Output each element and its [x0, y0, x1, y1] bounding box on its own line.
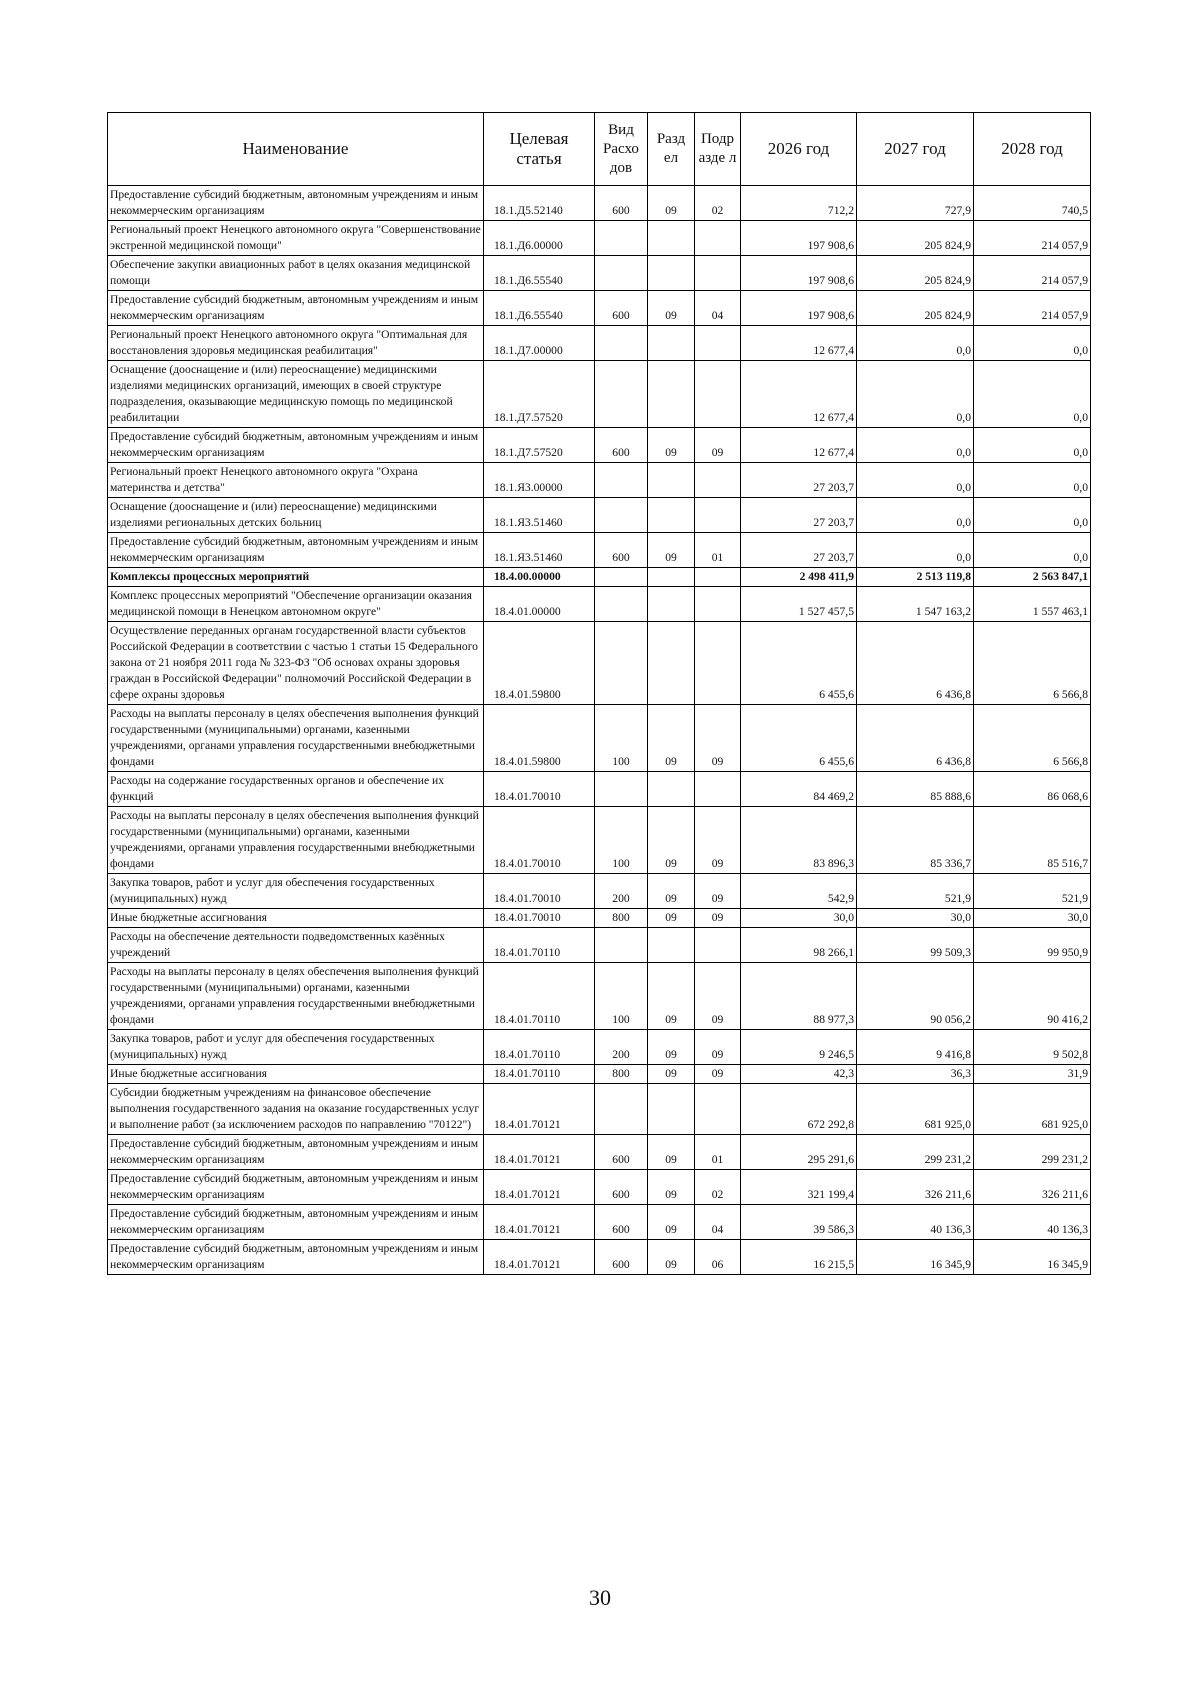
- row-section: [648, 568, 695, 587]
- row-amount-2028: 0,0: [974, 498, 1091, 533]
- row-subsection: [695, 326, 741, 361]
- row-amount-2028: 2 563 847,1: [974, 568, 1091, 587]
- table-row: [108, 326, 1091, 361]
- row-amount-2028: 99 950,9: [974, 928, 1091, 963]
- row-amount-2027: 6 436,8: [857, 705, 974, 772]
- row-subsection: 09: [695, 963, 741, 1030]
- row-target-article: 18.1.Д6.00000: [484, 221, 595, 256]
- row-subsection: 09: [695, 428, 741, 463]
- row-amount-2027: 727,9: [857, 186, 974, 221]
- budget-table: [107, 112, 1091, 1275]
- row-amount-2028: 31,9: [974, 1065, 1091, 1084]
- row-target-article: 18.4.01.70110: [484, 928, 595, 963]
- row-section: 09: [648, 1240, 695, 1275]
- row-section: 09: [648, 291, 695, 326]
- row-subsection: 04: [695, 291, 741, 326]
- row-subsection: [695, 622, 741, 705]
- header-year-2027: 2027 год: [857, 113, 974, 186]
- header-name: Наименование: [108, 113, 484, 186]
- row-subsection: 09: [695, 705, 741, 772]
- table-header: [108, 113, 1091, 186]
- row-expense-type: [595, 221, 648, 256]
- row-amount-2027: 36,3: [857, 1065, 974, 1084]
- table-row: [108, 256, 1091, 291]
- row-name: Расходы на содержание государственных органов и обеспечение их функций: [108, 772, 484, 807]
- table-row: [108, 1030, 1091, 1065]
- table-row: [108, 874, 1091, 909]
- row-subsection: [695, 498, 741, 533]
- row-subsection: [695, 568, 741, 587]
- row-amount-2026: 27 203,7: [741, 498, 857, 533]
- row-expense-type: [595, 463, 648, 498]
- row-amount-2026: 321 199,4: [741, 1170, 857, 1205]
- row-amount-2026: 1 527 457,5: [741, 587, 857, 622]
- row-section: [648, 928, 695, 963]
- row-target-article: 18.4.01.70010: [484, 772, 595, 807]
- table-row: [108, 928, 1091, 963]
- row-target-article: 18.4.01.70121: [484, 1135, 595, 1170]
- row-name: Иные бюджетные ассигнования: [108, 1065, 484, 1084]
- row-name: Предоставление субсидий бюджетным, автономным учреждениям и иным некоммерческим организациям: [108, 533, 484, 568]
- row-section: [648, 587, 695, 622]
- row-expense-type: 600: [595, 1135, 648, 1170]
- row-section: 09: [648, 705, 695, 772]
- row-amount-2027: 6 436,8: [857, 622, 974, 705]
- row-name: Комплекс процессных мероприятий "Обеспечение организации оказания медицинской помощи в Ненецком автономном округе": [108, 587, 484, 622]
- row-amount-2026: 12 677,4: [741, 361, 857, 428]
- row-amount-2027: 0,0: [857, 428, 974, 463]
- table-row: [108, 807, 1091, 874]
- table-row: [108, 568, 1091, 587]
- table-row: [108, 221, 1091, 256]
- row-amount-2027: 521,9: [857, 874, 974, 909]
- table-row: [108, 772, 1091, 807]
- row-amount-2028: 90 416,2: [974, 963, 1091, 1030]
- row-name: Субсидии бюджетным учреждениям на финансовое обеспечение выполнения государственного задания на оказание государственных услуг и выполнение работ (за исключением расходов по направлению "70122"): [108, 1084, 484, 1135]
- row-section: 09: [648, 1030, 695, 1065]
- row-amount-2028: 6 566,8: [974, 705, 1091, 772]
- row-amount-2026: 98 266,1: [741, 928, 857, 963]
- row-name: Расходы на выплаты персоналу в целях обеспечения выполнения функций государственными (муниципальными) органами, казенными учреждениями, органами управления государственными внебюджетными фондами: [108, 963, 484, 1030]
- row-subsection: [695, 587, 741, 622]
- row-subsection: 09: [695, 807, 741, 874]
- row-amount-2026: 16 215,5: [741, 1240, 857, 1275]
- row-expense-type: 600: [595, 1205, 648, 1240]
- row-amount-2028: 30,0: [974, 909, 1091, 928]
- row-section: 09: [648, 807, 695, 874]
- row-amount-2028: 85 516,7: [974, 807, 1091, 874]
- row-amount-2026: 83 896,3: [741, 807, 857, 874]
- row-amount-2027: 0,0: [857, 533, 974, 568]
- row-amount-2026: 6 455,6: [741, 705, 857, 772]
- row-name: Предоставление субсидий бюджетным, автономным учреждениям и иным некоммерческим организациям: [108, 428, 484, 463]
- row-amount-2026: 9 246,5: [741, 1030, 857, 1065]
- row-section: 09: [648, 533, 695, 568]
- row-name: Осуществление переданных органам государственной власти субъектов Российской Федерации в соответствии с частью 1 статьи 15 Федерального закона от 21 ноября 2011 года № 323-ФЗ "Об основах охраны здоровья граждан в Российской Федерации" полномочий Российской Федерации в сфере охраны здоровья: [108, 622, 484, 705]
- row-expense-type: 200: [595, 1030, 648, 1065]
- row-amount-2027: 2 513 119,8: [857, 568, 974, 587]
- row-amount-2027: 326 211,6: [857, 1170, 974, 1205]
- table-row: [108, 1084, 1091, 1135]
- row-name: Предоставление субсидий бюджетным, автономным учреждениям и иным некоммерческим организациям: [108, 1240, 484, 1275]
- row-name: Закупка товаров, работ и услуг для обеспечения государственных (муниципальных) нужд: [108, 874, 484, 909]
- row-section: [648, 622, 695, 705]
- row-section: 09: [648, 186, 695, 221]
- row-target-article: 18.4.01.70010: [484, 807, 595, 874]
- row-expense-type: [595, 622, 648, 705]
- row-amount-2026: 672 292,8: [741, 1084, 857, 1135]
- row-name: Иные бюджетные ассигнования: [108, 909, 484, 928]
- row-amount-2028: 0,0: [974, 533, 1091, 568]
- row-name: Оснащение (дооснащение и (или) переоснащение) медицинскими изделиями региональных детских больниц: [108, 498, 484, 533]
- row-target-article: 18.4.01.59800: [484, 705, 595, 772]
- row-name: Предоставление субсидий бюджетным, автономным учреждениям и иным некоммерческим организациям: [108, 291, 484, 326]
- row-amount-2027: 90 056,2: [857, 963, 974, 1030]
- header-target-article: Целевая статья: [484, 113, 595, 186]
- row-name: Предоставление субсидий бюджетным, автономным учреждениям и иным некоммерческим организациям: [108, 1205, 484, 1240]
- row-section: 09: [648, 1205, 695, 1240]
- row-expense-type: 100: [595, 705, 648, 772]
- row-subsection: 04: [695, 1205, 741, 1240]
- row-amount-2027: 30,0: [857, 909, 974, 928]
- row-target-article: 18.4.01.70110: [484, 1030, 595, 1065]
- header-expense-type: Вид Расхо дов: [595, 113, 648, 186]
- row-amount-2026: 84 469,2: [741, 772, 857, 807]
- row-amount-2026: 6 455,6: [741, 622, 857, 705]
- row-subsection: [695, 928, 741, 963]
- row-expense-type: 800: [595, 1065, 648, 1084]
- table-row: [108, 622, 1091, 705]
- row-section: [648, 326, 695, 361]
- page-number: 30: [589, 1585, 611, 1610]
- row-target-article: 18.4.01.70121: [484, 1084, 595, 1135]
- row-section: 09: [648, 1135, 695, 1170]
- row-section: [648, 1084, 695, 1135]
- row-amount-2028: 6 566,8: [974, 622, 1091, 705]
- table-row: [108, 963, 1091, 1030]
- row-target-article: 18.1.Я3.00000: [484, 463, 595, 498]
- row-amount-2027: 9 416,8: [857, 1030, 974, 1065]
- row-amount-2028: 86 068,6: [974, 772, 1091, 807]
- row-target-article: 18.4.01.70121: [484, 1240, 595, 1275]
- row-expense-type: [595, 928, 648, 963]
- row-amount-2026: 295 291,6: [741, 1135, 857, 1170]
- row-expense-type: [595, 498, 648, 533]
- row-name: Обеспечение закупки авиационных работ в целях оказания медицинской помощи: [108, 256, 484, 291]
- row-subsection: 02: [695, 1170, 741, 1205]
- header-year-2026: 2026 год: [741, 113, 857, 186]
- row-name: Региональный проект Ненецкого автономного округа "Совершенствование экстренной медицинской помощи": [108, 221, 484, 256]
- table-row: [108, 533, 1091, 568]
- row-amount-2028: 9 502,8: [974, 1030, 1091, 1065]
- row-expense-type: 100: [595, 807, 648, 874]
- row-section: [648, 498, 695, 533]
- row-expense-type: 100: [595, 963, 648, 1030]
- row-expense-type: 200: [595, 874, 648, 909]
- row-amount-2026: 542,9: [741, 874, 857, 909]
- row-expense-type: [595, 1084, 648, 1135]
- row-target-article: 18.1.Д6.55540: [484, 256, 595, 291]
- row-target-article: 18.4.01.59800: [484, 622, 595, 705]
- row-subsection: [695, 361, 741, 428]
- row-amount-2026: 197 908,6: [741, 221, 857, 256]
- row-expense-type: 600: [595, 291, 648, 326]
- row-amount-2028: 40 136,3: [974, 1205, 1091, 1240]
- row-target-article: 18.4.01.00000: [484, 587, 595, 622]
- row-target-article: 18.4.01.70121: [484, 1170, 595, 1205]
- header-year-2028: 2028 год: [974, 113, 1091, 186]
- row-amount-2028: 0,0: [974, 326, 1091, 361]
- table-row: [108, 1135, 1091, 1170]
- row-amount-2026: 27 203,7: [741, 463, 857, 498]
- table-row: [108, 705, 1091, 772]
- row-amount-2028: 214 057,9: [974, 291, 1091, 326]
- row-amount-2026: 27 203,7: [741, 533, 857, 568]
- row-target-article: 18.4.01.70110: [484, 1065, 595, 1084]
- row-amount-2028: 299 231,2: [974, 1135, 1091, 1170]
- table-row: [108, 361, 1091, 428]
- row-amount-2027: 85 336,7: [857, 807, 974, 874]
- row-amount-2028: 1 557 463,1: [974, 587, 1091, 622]
- row-name: Предоставление субсидий бюджетным, автономным учреждениям и иным некоммерческим организациям: [108, 186, 484, 221]
- row-target-article: 18.1.Я3.51460: [484, 498, 595, 533]
- row-expense-type: [595, 772, 648, 807]
- row-section: 09: [648, 1065, 695, 1084]
- row-section: [648, 463, 695, 498]
- row-subsection: 02: [695, 186, 741, 221]
- row-name: Предоставление субсидий бюджетным, автономным учреждениям и иным некоммерческим организациям: [108, 1170, 484, 1205]
- row-target-article: 18.1.Д6.55540: [484, 291, 595, 326]
- row-amount-2027: 16 345,9: [857, 1240, 974, 1275]
- row-target-article: 18.1.Д5.52140: [484, 186, 595, 221]
- row-target-article: 18.1.Д7.00000: [484, 326, 595, 361]
- table-row: [108, 428, 1091, 463]
- row-expense-type: [595, 587, 648, 622]
- row-amount-2026: 12 677,4: [741, 428, 857, 463]
- row-amount-2027: 1 547 163,2: [857, 587, 974, 622]
- row-target-article: 18.4.01.70110: [484, 963, 595, 1030]
- row-subsection: 01: [695, 1135, 741, 1170]
- row-subsection: 09: [695, 1065, 741, 1084]
- row-subsection: 06: [695, 1240, 741, 1275]
- table-row: [108, 1205, 1091, 1240]
- row-amount-2027: 0,0: [857, 463, 974, 498]
- row-expense-type: [595, 361, 648, 428]
- row-section: [648, 772, 695, 807]
- row-subsection: [695, 1084, 741, 1135]
- row-section: [648, 256, 695, 291]
- row-target-article: 18.1.Д7.57520: [484, 361, 595, 428]
- row-amount-2028: 521,9: [974, 874, 1091, 909]
- row-target-article: 18.4.01.70010: [484, 874, 595, 909]
- row-expense-type: [595, 326, 648, 361]
- row-amount-2028: 0,0: [974, 463, 1091, 498]
- row-name: Оснащение (дооснащение и (или) переоснащение) медицинскими изделиями медицинских организаций, имеющих в своей структуре подразделения, оказывающие медицинскую помощь по медицинской реабилитации: [108, 361, 484, 428]
- row-name: Расходы на выплаты персоналу в целях обеспечения выполнения функций государственными (муниципальными) органами, казенными учреждениями, органами управления государственными внебюджетными фондами: [108, 807, 484, 874]
- row-amount-2027: 0,0: [857, 326, 974, 361]
- row-amount-2027: 205 824,9: [857, 291, 974, 326]
- row-amount-2026: 42,3: [741, 1065, 857, 1084]
- row-name: Региональный проект Ненецкого автономного округа "Охрана материнства и детства": [108, 463, 484, 498]
- table-row: [108, 909, 1091, 928]
- row-section: 09: [648, 428, 695, 463]
- row-section: 09: [648, 874, 695, 909]
- row-amount-2027: 0,0: [857, 361, 974, 428]
- table-row: [108, 1240, 1091, 1275]
- header-row: [108, 113, 1091, 186]
- row-amount-2028: 0,0: [974, 361, 1091, 428]
- row-expense-type: 800: [595, 909, 648, 928]
- row-amount-2028: 16 345,9: [974, 1240, 1091, 1275]
- row-amount-2026: 712,2: [741, 186, 857, 221]
- table-row: [108, 186, 1091, 221]
- row-expense-type: 600: [595, 533, 648, 568]
- row-amount-2027: 681 925,0: [857, 1084, 974, 1135]
- row-target-article: 18.4.00.00000: [484, 568, 595, 587]
- row-name: Предоставление субсидий бюджетным, автономным учреждениям и иным некоммерческим организациям: [108, 1135, 484, 1170]
- row-subsection: 09: [695, 1030, 741, 1065]
- row-amount-2028: 681 925,0: [974, 1084, 1091, 1135]
- table-row: [108, 1170, 1091, 1205]
- row-amount-2027: 299 231,2: [857, 1135, 974, 1170]
- header-section: Разд ел: [648, 113, 695, 186]
- row-name: Закупка товаров, работ и услуг для обеспечения государственных (муниципальных) нужд: [108, 1030, 484, 1065]
- row-amount-2026: 12 677,4: [741, 326, 857, 361]
- table-row: [108, 498, 1091, 533]
- row-expense-type: [595, 256, 648, 291]
- row-subsection: 09: [695, 909, 741, 928]
- row-target-article: 18.1.Я3.51460: [484, 533, 595, 568]
- row-target-article: 18.4.01.70121: [484, 1205, 595, 1240]
- row-amount-2027: 40 136,3: [857, 1205, 974, 1240]
- row-expense-type: [595, 568, 648, 587]
- row-subsection: [695, 463, 741, 498]
- row-amount-2028: 214 057,9: [974, 221, 1091, 256]
- row-amount-2026: 88 977,3: [741, 963, 857, 1030]
- row-amount-2027: 205 824,9: [857, 256, 974, 291]
- row-name: Расходы на обеспечение деятельности подведомственных казённых учреждений: [108, 928, 484, 963]
- row-subsection: 09: [695, 874, 741, 909]
- row-amount-2027: 205 824,9: [857, 221, 974, 256]
- row-amount-2026: 197 908,6: [741, 291, 857, 326]
- row-subsection: 01: [695, 533, 741, 568]
- table-body: [108, 186, 1091, 1275]
- row-amount-2028: 214 057,9: [974, 256, 1091, 291]
- row-expense-type: 600: [595, 186, 648, 221]
- row-name: Комплексы процессных мероприятий: [108, 568, 484, 587]
- row-name: Расходы на выплаты персоналу в целях обеспечения выполнения функций государственными (муниципальными) органами, казенными учреждениями, органами управления государственными внебюджетными фондами: [108, 705, 484, 772]
- row-expense-type: 600: [595, 428, 648, 463]
- row-amount-2028: 326 211,6: [974, 1170, 1091, 1205]
- row-section: 09: [648, 963, 695, 1030]
- row-section: 09: [648, 909, 695, 928]
- row-name: Региональный проект Ненецкого автономного округа "Оптимальная для восстановления здоровья медицинская реабилитация": [108, 326, 484, 361]
- row-expense-type: 600: [595, 1240, 648, 1275]
- row-amount-2026: 39 586,3: [741, 1205, 857, 1240]
- row-amount-2027: 0,0: [857, 498, 974, 533]
- row-subsection: [695, 256, 741, 291]
- row-amount-2028: 740,5: [974, 186, 1091, 221]
- table-row: [108, 1065, 1091, 1084]
- table-row: [108, 463, 1091, 498]
- row-target-article: 18.4.01.70010: [484, 909, 595, 928]
- header-subsection: Подр азде л: [695, 113, 741, 186]
- row-subsection: [695, 772, 741, 807]
- row-amount-2026: 30,0: [741, 909, 857, 928]
- row-section: 09: [648, 1170, 695, 1205]
- row-section: [648, 361, 695, 428]
- row-amount-2026: 2 498 411,9: [741, 568, 857, 587]
- row-amount-2028: 0,0: [974, 428, 1091, 463]
- row-subsection: [695, 221, 741, 256]
- row-amount-2027: 85 888,6: [857, 772, 974, 807]
- table-row: [108, 587, 1091, 622]
- row-target-article: 18.1.Д7.57520: [484, 428, 595, 463]
- row-amount-2027: 99 509,3: [857, 928, 974, 963]
- row-amount-2026: 197 908,6: [741, 256, 857, 291]
- table-row: [108, 291, 1091, 326]
- row-expense-type: 600: [595, 1170, 648, 1205]
- row-section: [648, 221, 695, 256]
